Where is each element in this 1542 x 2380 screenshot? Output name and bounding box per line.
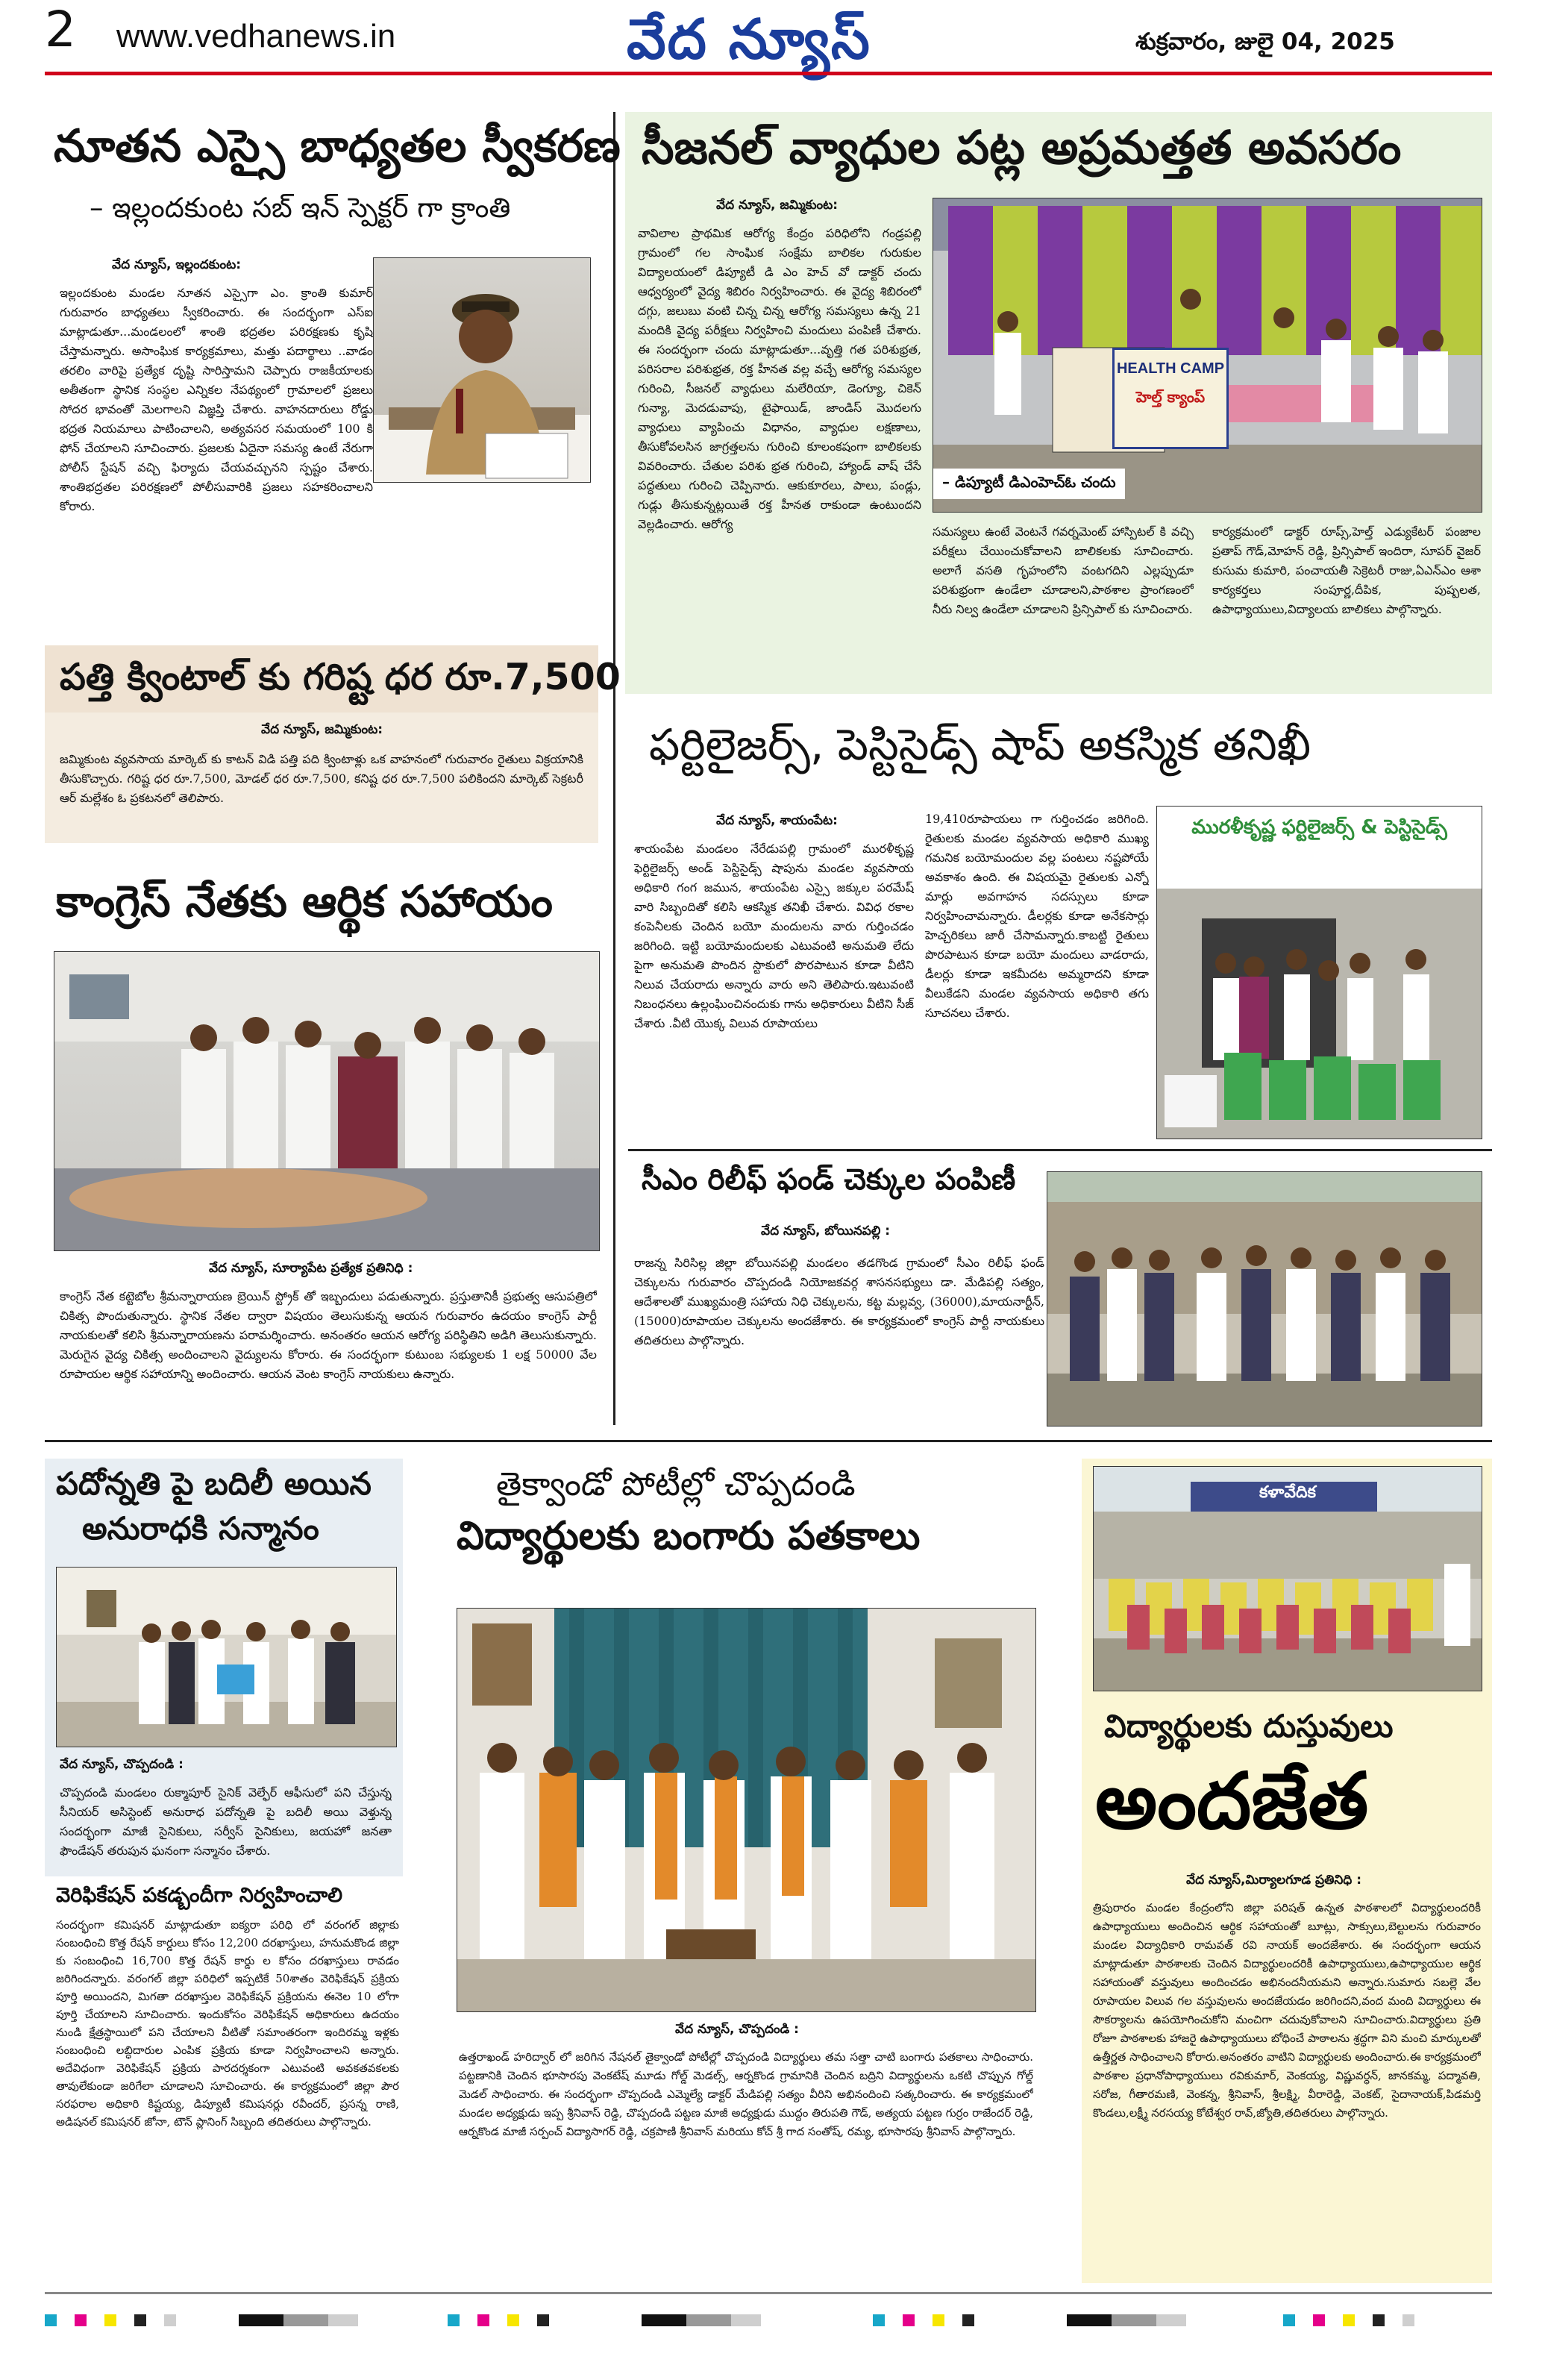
congress-photo [54,951,600,1251]
cmrf-body: రాజన్న సిరిసిల్ల జిల్లా బోయినపల్లి మండలం తడగొండ గ్రామంలో సీఎం రిలీఫ్ ఫండ్ చెక్కులను గురువారం చొప్పదండి నియోజకవర్గ శాసనసభ్యులు డా. మేడిపల్లి సత్యం, ఆదేశాలతో ముఖ్యమంత్రి సహాయ నిధి చెక్కులను, కట్ట మల్లవ్వ, (36000),మాయనార్టీన్, (15000)రూపాయల చెక్కులను అందజేశారు. ఈ కార్యక్రమంలో కాంగ్రెస్ పార్టీ నాయకులు తదితరులు పాల్గొన్నారు. [634,1256,1044,1347]
fertilizer-col2: 19,410రూపాయలు గా గుర్తించడం జరిగింది. రైతులకు మండల వ్యవసాయ అధికారి ముఖ్య గమనిక బయోమందుల వల్ల పంటలు నష్టపోయే అవకాశం ఉంది. ఈ విషయమై రైతులకు ఎన్నో మార్లు అవగాహన సదస్సులు కూడా నిర్వహించామన్నారు. డీలర్లకు కూడా అనేకసార్లు హెచ్చరికలు జారీ చేసామన్నారు.కాబట్టి రైతులు పొరపాటున కూడా బయో మందులు వాడరాదు, డీలర్లు కూడా ఇకమీదట అమ్మరాదని కూడా వీలుకేడని మండల వ్యవసాయ అధికారి తగు సూచనలు చేశారు. [925,812,1149,1020]
anuradha-byline: వేద న్యూస్, చొప్పదండి : [60,1757,184,1772]
taekwondo-headline-line2: విద్యార్థులకు బంగారు పతకాలు [457,1514,921,1559]
bottom-rule [45,2292,1492,2294]
anuradha-body: చొప్పదండి మండలం రుక్మాపూర్ సైనిక్ వెల్ఫేర్ ఆఫీసులో పని చేస్తున్న సీనియర్ అసిస్టెంట్ అనురాధ పదోన్నతి పై బదిలీ అయి వెళ్తున్న సందర్భంగా మాజీ సైనికులు, సర్వీస్ సైనికులు, జయహో జనతా ఫౌండేషన్ తరుపున ఘనంగా సన్మానం చేశారు. [60,1785,392,1858]
fertilizer-byline: వేద న్యూస్, శాయంపేట: [716,813,838,828]
si-photo [373,257,591,483]
anuradha-headline-line2: అనురాధకి సన్మానం [82,1510,319,1547]
seasonal-photo-caption: – డిప్యూటీ డిఎంహెచ్ఓ చందు [933,469,1125,499]
congress-headline: కాంగ్రెస్ నేతకు ఆర్థిక సహాయం [56,876,553,927]
taekwondo-photo [457,1608,1036,2012]
cotton-body: జమ్మికుంట వ్యవసాయ మార్కెట్ కు కాటన్ విడి పత్తి పది క్వింటాళ్లు ఒక వాహనంలో గురువారం రైతులు విక్రయానికి తీసుకొచ్చారు. గరిష్ట ధర రూ.7,500, మోడల్ ధర రూ.7,500, కనిష్ట ధర రూ.7,500 పలికిందని మార్కెట్ సెక్రటరీ ఆర్ మల్లేశం ఓ ప్రకటనలో తెలిపారు. [60,752,583,805]
taekwondo-byline: వేద న్యూస్, చొప్పదండి : [675,2022,799,2037]
health-camp-banner [1112,348,1229,449]
masthead-rule [45,72,1492,75]
verification-headline: వెరిఫికేషన్ పకడ్బందీగా నిర్వహించాలి [56,1884,343,1907]
banner-line-telugu: హెల్త్ క్యాంప్ [1135,388,1206,406]
cmrf-headline: సీఎం రిలీఫ్ ఫండ్ చెక్కుల పంపిణీ [642,1163,1016,1197]
fertilizer-photo [1156,806,1482,1139]
congress-byline: వేద న్యూస్, సూర్యాపేట ప్రత్యేక ప్రతినిధి : [209,1261,413,1276]
verification-body: సందర్భంగా కమిషనర్ మాట్లాడుతూ ఐక్యరా పరిధి లో వరంగల్ జిల్లాకు సంబంధించి కొత్త రేషన్ కార్డులు కోసం 12,200 దరఖాస్తులు, హనుమకొండ జిల్లా కు సంబంధించి 16,700 కొత్త రేషన్ కార్డు ల కోసం దరఖాస్తులు రావడం జరిగిందన్నారు. వరంగల్ జిల్లా పరిధిలో ఇప్పటికే 50శాతం వెరిఫికేషన్ ప్రక్రియ పూర్తి అయిందని, మిగతా దరఖాస్తుల వెరిఫికేషన్ ప్రక్రియను ఈనెల 10 లోగా పూర్తి చేయాలని సూచించారు. ఇందుకోసం వెరిఫికేషన్ అధికారులు ఉదయం నుండి క్షేత్రస్థాయిలో పని చేయాలని వీటితో సమాంతరంగా ఇందిరమ్మ ఇళ్లకు సంబంధించి లబ్ధిదారుల ఎంపిక ప్రక్రియ కూడా నిర్వహించాలని అన్నారు. అదేవిధంగా వెరిఫికేషన్ ప్రక్రియ పారదర్శకంగా ఎటువంటి అవకతవకలకు తావులేకుండా జరిగేలా చూడాలని సూచించారు. ఈ కార్యక్రమంలో జిల్లా పౌర సరఫరాల అధికారి కిష్టయ్య, డిప్యూటీ కమిషనర్లు రవీందర్, ప్రసన్న రాణి, అడిషనల్ కమిషనర్ జోనా, టౌన్ ప్లానింగ్ సిబ్బంది తదితరులు పాల్గొన్నారు. [56,1918,399,2129]
print-swatch-group-4 [1283,2314,1414,2326]
seasonal-byline: వేద న్యూస్, జమ్మికుంట: [716,198,839,213]
shop-signboard: మురళీకృష్ణ ఫర్టిలైజర్స్ & పెస్టిసైడ్స్ [1191,816,1447,839]
pesticide-shop-image [1157,807,1482,1139]
uniforms-byline: వేద న్యూస్,మిర్యాలగూడ ప్రతినిధి : [1186,1873,1362,1888]
seasonal-photo [933,198,1482,513]
print-swatch-group-1 [45,2314,358,2326]
website-url[interactable]: www.vedhanews.in [116,18,396,54]
si-byline: వేద న్యూస్, ఇల్లందకుంట: [112,257,242,272]
taekwondo-headline-line1: తైక్వాండో పోటీల్లో చొప్పదండి [496,1465,856,1503]
cmrf-top-rule [628,1149,1492,1151]
cmrf-byline: వేద న్యూస్, బోయినపల్లి : [761,1224,891,1238]
anuradha-photo [56,1567,397,1747]
si-officer-image [374,258,590,482]
fertilizer-col1: శాయంపేట మండలం నేరేడుపల్లి గ్రామంలో మురళీకృష్ణ ఫెర్టిలైజర్స్ అండ్ పెస్టిసైడ్స్ షాపును మండల వ్యవసాయ అధికారి గంగ జమున, శాయంపేట ఎస్సై జక్కుల పరమేష్ వారి సిబ్బందితో కలిసి ఆకస్మిక తనిఖీ చేశారు. వివిధ రకాల కంపెనీలకు చెందిన బయో మందులను వారు గుర్తించడం జరిగింది. ఇట్టి బయోమందులకు ఎటువంటి అనుమతి లేదు పైగా అనుమతి పొందిన స్టాకులో పొరపాటున కూడా వీటిని నిలువ చేయరాదు అన్నారు వారు అని తెలిపారు.ఇటువంటి నిబంధనలు ఉల్లంఘించినందుకు గాను అధికారులు వీటిని సీజ్ చేశారు .వీటి యొక్క విలువ రూపాయలు [634,842,914,1030]
banner-line-english: HEALTH CAMP [1116,360,1225,377]
si-headline: నూతన ఎస్సై బాధ్యతల స్వీకరణ [54,120,621,172]
page-number: 2 [45,1,76,58]
seasonal-col2: సమస్యలు ఉంటే వెంటనే గవర్నమెంట్ హాస్పిటల్ కి వచ్చి పరీక్షలు చేయించుకోవాలని బాలికలకు సూచించారు. అలాగే వసతి గృహంలోని వంటగదిని ఎల్లప్పుడూ పరిశుభ్రంగా ఉండేలా చూడాలని,పాఠశాల ప్రాంగణంలో నీరు నిల్వ ఉండేలా చూడాలని ప్రిన్సిపాల్ కు సూచించారు. [933,524,1194,616]
print-swatch-group-2 [448,2314,761,2326]
issue-date: శుక్రవారం, జులై 04, 2025 [1135,28,1395,55]
cotton-byline: వేద న్యూస్, జమ్మికుంట: [261,722,383,737]
print-registration-bar [0,2313,1542,2328]
congress-body: కాంగ్రెస్ నేత కట్టెబోల శ్రీమన్నారాయణ బ్రెయిన్ స్ట్రోక్ తో ఇబ్బందులు పడుతున్నారు. ప్రస్తుతానికీ ప్రభుత్వ ఆసుపత్రిలో చికిత్స పొందుతున్నారు. స్థానిక నేతల ద్వారా విషయం తెలుసుకున్న ఆయన గురువారం ఉదయం కాంగ్రెస్ పార్టీ నాయకులతో కలిసి శ్రీమన్నారాయణను పరామర్శించారు. అనంతరం ఆయన ఆరోగ్య పరిస్థితిని అడిగి తెలుసుకున్నారు. మెరుగైన వైద్య చికిత్స అందించాలని వైద్యులను కోరారు. ఈ సందర్భంగా కుటుంబ సభ్యులకు 1 లక్ష 50000 వేల రూపాయల ఆర్థిక సహాయాన్ని అందించారు. ఆయన వెంట కాంగ్రెస్ నాయకులు ఉన్నారు. [60,1289,597,1381]
section-rule [45,1440,1492,1442]
cotton-headline: పత్తి క్వింటాల్ కు గరిష్ట ధర రూ.7,500 [60,656,621,698]
cmrf-photo [1047,1171,1482,1427]
seasonal-headline: సీజనల్ వ్యాధుల పట్ల అప్రమత్తత అవసరం [642,120,1402,175]
anuradha-headline-line1: పదోన్నతి పై బదిలీ అయిన [56,1465,372,1502]
column-divider [613,112,615,1425]
si-subheadline: – ఇల్లందకుంట సబ్ ఇన్ స్పెక్టర్ గా క్రాంతి [90,192,511,224]
cheque-distribution-image [1047,1172,1482,1426]
fertilizer-headline: ఫర్టిలైజర్స్, పెస్టిసైడ్స్ షాప్ అకస్మిక తనిఖీ [649,719,1311,770]
seasonal-col1: వావిలాల ప్రాథమిక ఆరోగ్య కేంద్రం పరిధిలోని గండ్రపల్లి గ్రామంలో గల సాంఘిక సంక్షేమ బాలికల గురుకుల విద్యాలయంలో డిప్యూటీ డి ఎం హెచ్ వో డాక్టర్ చందు ఆధ్వర్యంలో వైద్య శిబిరం నిర్వహించారు. ఈ వైద్య శిబిరంలో దగ్గు, జలుబు వంటి చిన్న చిన్న ఆరోగ్య సమస్యలు ఉన్న 21 మందికి వైద్య పరీక్షలు నిర్వహించి మందులు పంపిణీ చేశారు. ఈ సందర్భంగా చందు మాట్లాడుతూ...వృత్తి గత పరిశుభ్రత, పరిసరాల పరిశుభ్రత, రక్త హీనత వల్ల వచ్చే ఆరోగ్య సమస్యల గురించి, సీజనల్ వ్యాధులు మలేరియా, డెంగ్యూ, చికెన్ గున్యా, మెదడువాపు, టైఫాయిడ్, జాండిస్ మొదలగు వ్యాధులు వ్యాపించు విధానం, వ్యాధుల లక్షణాలు, తీసుకోవలసిన జాగ్రత్తలను గురించి కూలంకషంగా బాలికలకు వివరించారు. చేతుల పరిశు భ్రత గురించి, హ్యాండ్ వాష్ చేసే పద్ధతులు గురించి చెప్పినారు. ఆకుకూరలు, పాలు, పండ్లు, గుడ్లు తీసుకున్నట్లయితే రక్త హీనత రాకుండా ఉంటుందని వెల్లడించారు. ఆరోగ్య [638,226,921,531]
uniforms-photo [1093,1466,1482,1691]
print-swatch-group-3 [873,2314,1186,2326]
stage-banner: కళావేదిక [1259,1483,1317,1502]
paper-logo: వేద న్యూస్ [627,7,871,72]
si-body: ఇల్లందకుంట మండల నూతన ఎస్సైగా ఎం. క్రాంతి కుమార్ గురువారం బాధ్యతలు స్వీకరించారు. ఈ సందర్భంగా ఎస్ఐ మాట్లాడుతూ...మండలంలో శాంతి భద్రతల పరిరక్షణకు కృషి చేస్తామన్నారు. అసాంఘిక కార్యక్రమాలు, మత్తు పదార్థాలు ..వాడం తరలిం వారిపై ప్రత్యేక దృష్టి సారిస్తామని చెప్పారు రాజకీయాలకు అతీతంగా స్థానిక సంస్థల ఎన్నికల నేపథ్యంలో గ్రామాలలో ప్రజలు సోదర భావంతో మెలగాలని విజ్ఞప్తి చేశారు. వాహనదారులు రోడ్డు భద్రత నియమాలు పాటించాలని, అత్యవసర సమయంలో 100 కి ఫోన్ చేయాలని సూచించారు. ప్రజలకు ఏదైనా సమస్య ఉంటే నేరుగా పోలీస్ స్టేషన్ వచ్చి ఫిర్యాదు చేయవచ్చునని స్పష్టం చేశారు. శాంతిభద్రతల పరిరక్షణలో పోలీసువారికి ప్రజలు సహకరించాలని కోరారు. [60,286,373,513]
medal-winners-image [457,1609,1035,2011]
uniforms-headline-big: అందజేత [1095,1756,1369,1847]
print-color-bar [0,2313,1542,2328]
felicitation-image [57,1568,396,1747]
uniforms-body: త్రిపురారం మండల కేంద్రంలోని జిల్లా పరిషత్ ఉన్నత పాఠశాలలో విద్యార్థులందరికీ ఉపాధ్యాయులు అందించిన ఆర్థిక సహాయంతో బూట్లు, సాక్సులు,బెల్టులను గురువారం మండల విద్యాధికారి రామవత్ రవి నాయక్ అందజేశారు. ఈ సందర్భంగా ఆయన మాట్లాడుతూ పాఠశాలకు చెందిన విద్యార్థులందరికీ ఉపాధ్యాయులు,ఉపాధ్యాయుల ఆర్థిక సహాయంతో వస్తువులు అందించడం అభినందనీయమని అన్నారు.సుమారు సబల్లె వేల రూపాయల విలువ గల వస్తువులను అందజేయడం జరిగిందని,వంద మంది విద్యార్థులు ఈ సౌకర్యాలను ఉపయోగించుకోని మంచిగా చదువుకోవాలని సూచించారు.విద్యార్థులు ప్రతి రోజూ పాఠశాలకు హాజరై ఉపాధ్యాయులు బోధించే పాఠాలను శ్రద్ధగా విని మంచి మార్కులతో ఉత్తీర్ణత సాధించాలని కోరారు.అనంతరం వాటిని విద్యార్థులకు అందించారు.ఈ కార్యక్రమంలో పాఠశాల ప్రధానోపాధ్యాయులు రవికుమార్, వెంకయ్య, విష్ణువర్ధన్, జానకమ్మ, పద్మావతి, సరోజ, గీతారమణి, వెంకన్న, శ్రీనివాస్, శ్రీలక్ష్మి, వీరారెడ్డి, వెంకట్, సైదానాయక్,పిడమర్తి కొండలు,లక్ష్మీ నరసయ్య కోటేశ్వర రావ్,జ్యోతి,తదితరులు పాల్గొన్నారు. [1093,1901,1481,2120]
uniforms-headline-small: విద్యార్థులకు దుస్తువులు [1104,1708,1394,1744]
seasonal-col3: కార్యక్రమంలో డాక్టర్ రూప్స్,హెల్త్ ఎడ్యుకేటర్ పంజాల ప్రతాప్ గౌడ్,మోహన్ రెడ్డి, ప్రిన్సిపాల్ ఇందిరా, సూపర్ వైజర్ కుసుమ కుమారి, పంచాయతీ సెక్రెటరీ రాజు,ఏఎన్ఎం ఆశా కార్యకర్తలు సంపూర్ణ,దీపిక, పుష్పలత, ఉపాధ్యాయులు,విద్యాలయ బాలికలు పాల్గొన్నారు. [1212,524,1481,616]
taekwondo-body: ఉత్తరాఖండ్ హరిద్వార్ లో జరిగిన నేషనల్ తైక్వాండో పోటీల్లో చొప్పదండి విద్యార్థులు తమ సత్తా చాటి బంగారు పతకాలు సాధించారు. పట్టణానికి చెందిన భూసారపు వెంకటేష్ మూడు గోల్డ్ మెడల్స్, ఆర్నకొండ గ్రామానికి చెందిన బద్రిని విద్యార్థులను ఒకటి చొప్పున గోల్డ్ మెడల్ సాధించారు. ఈ సందర్భంగా చొప్పదండి ఎమ్మెల్యే డాక్టర్ మేడిపల్లి సత్యం వీరిని అభినందించి సత్కరించారు. ఈ కార్యక్రమంలో మండల అధ్యక్షుడు ఇప్ప శ్రీనివాస్ రెడ్డి, చొప్పదండి పట్టణ మాజీ అధ్యక్షుడు ముద్దం తిరుపతి గౌడ్, అత్యయ పట్టణ గుర్రం రాజేందర్ రెడ్డి, ఆర్నకొండ మాజీ సర్పంచ్ విద్యాసాగర్ రెడ్డి, చక్రపాణి శ్రీనివాస్ మరియు కోచ్ శ్రీ గాద సంతోష్, రమ్య, భూసారపు శ్రీనివాస్ పాల్గొన్నారు. [459,2050,1033,2138]
congress-hospital-image [54,952,599,1250]
